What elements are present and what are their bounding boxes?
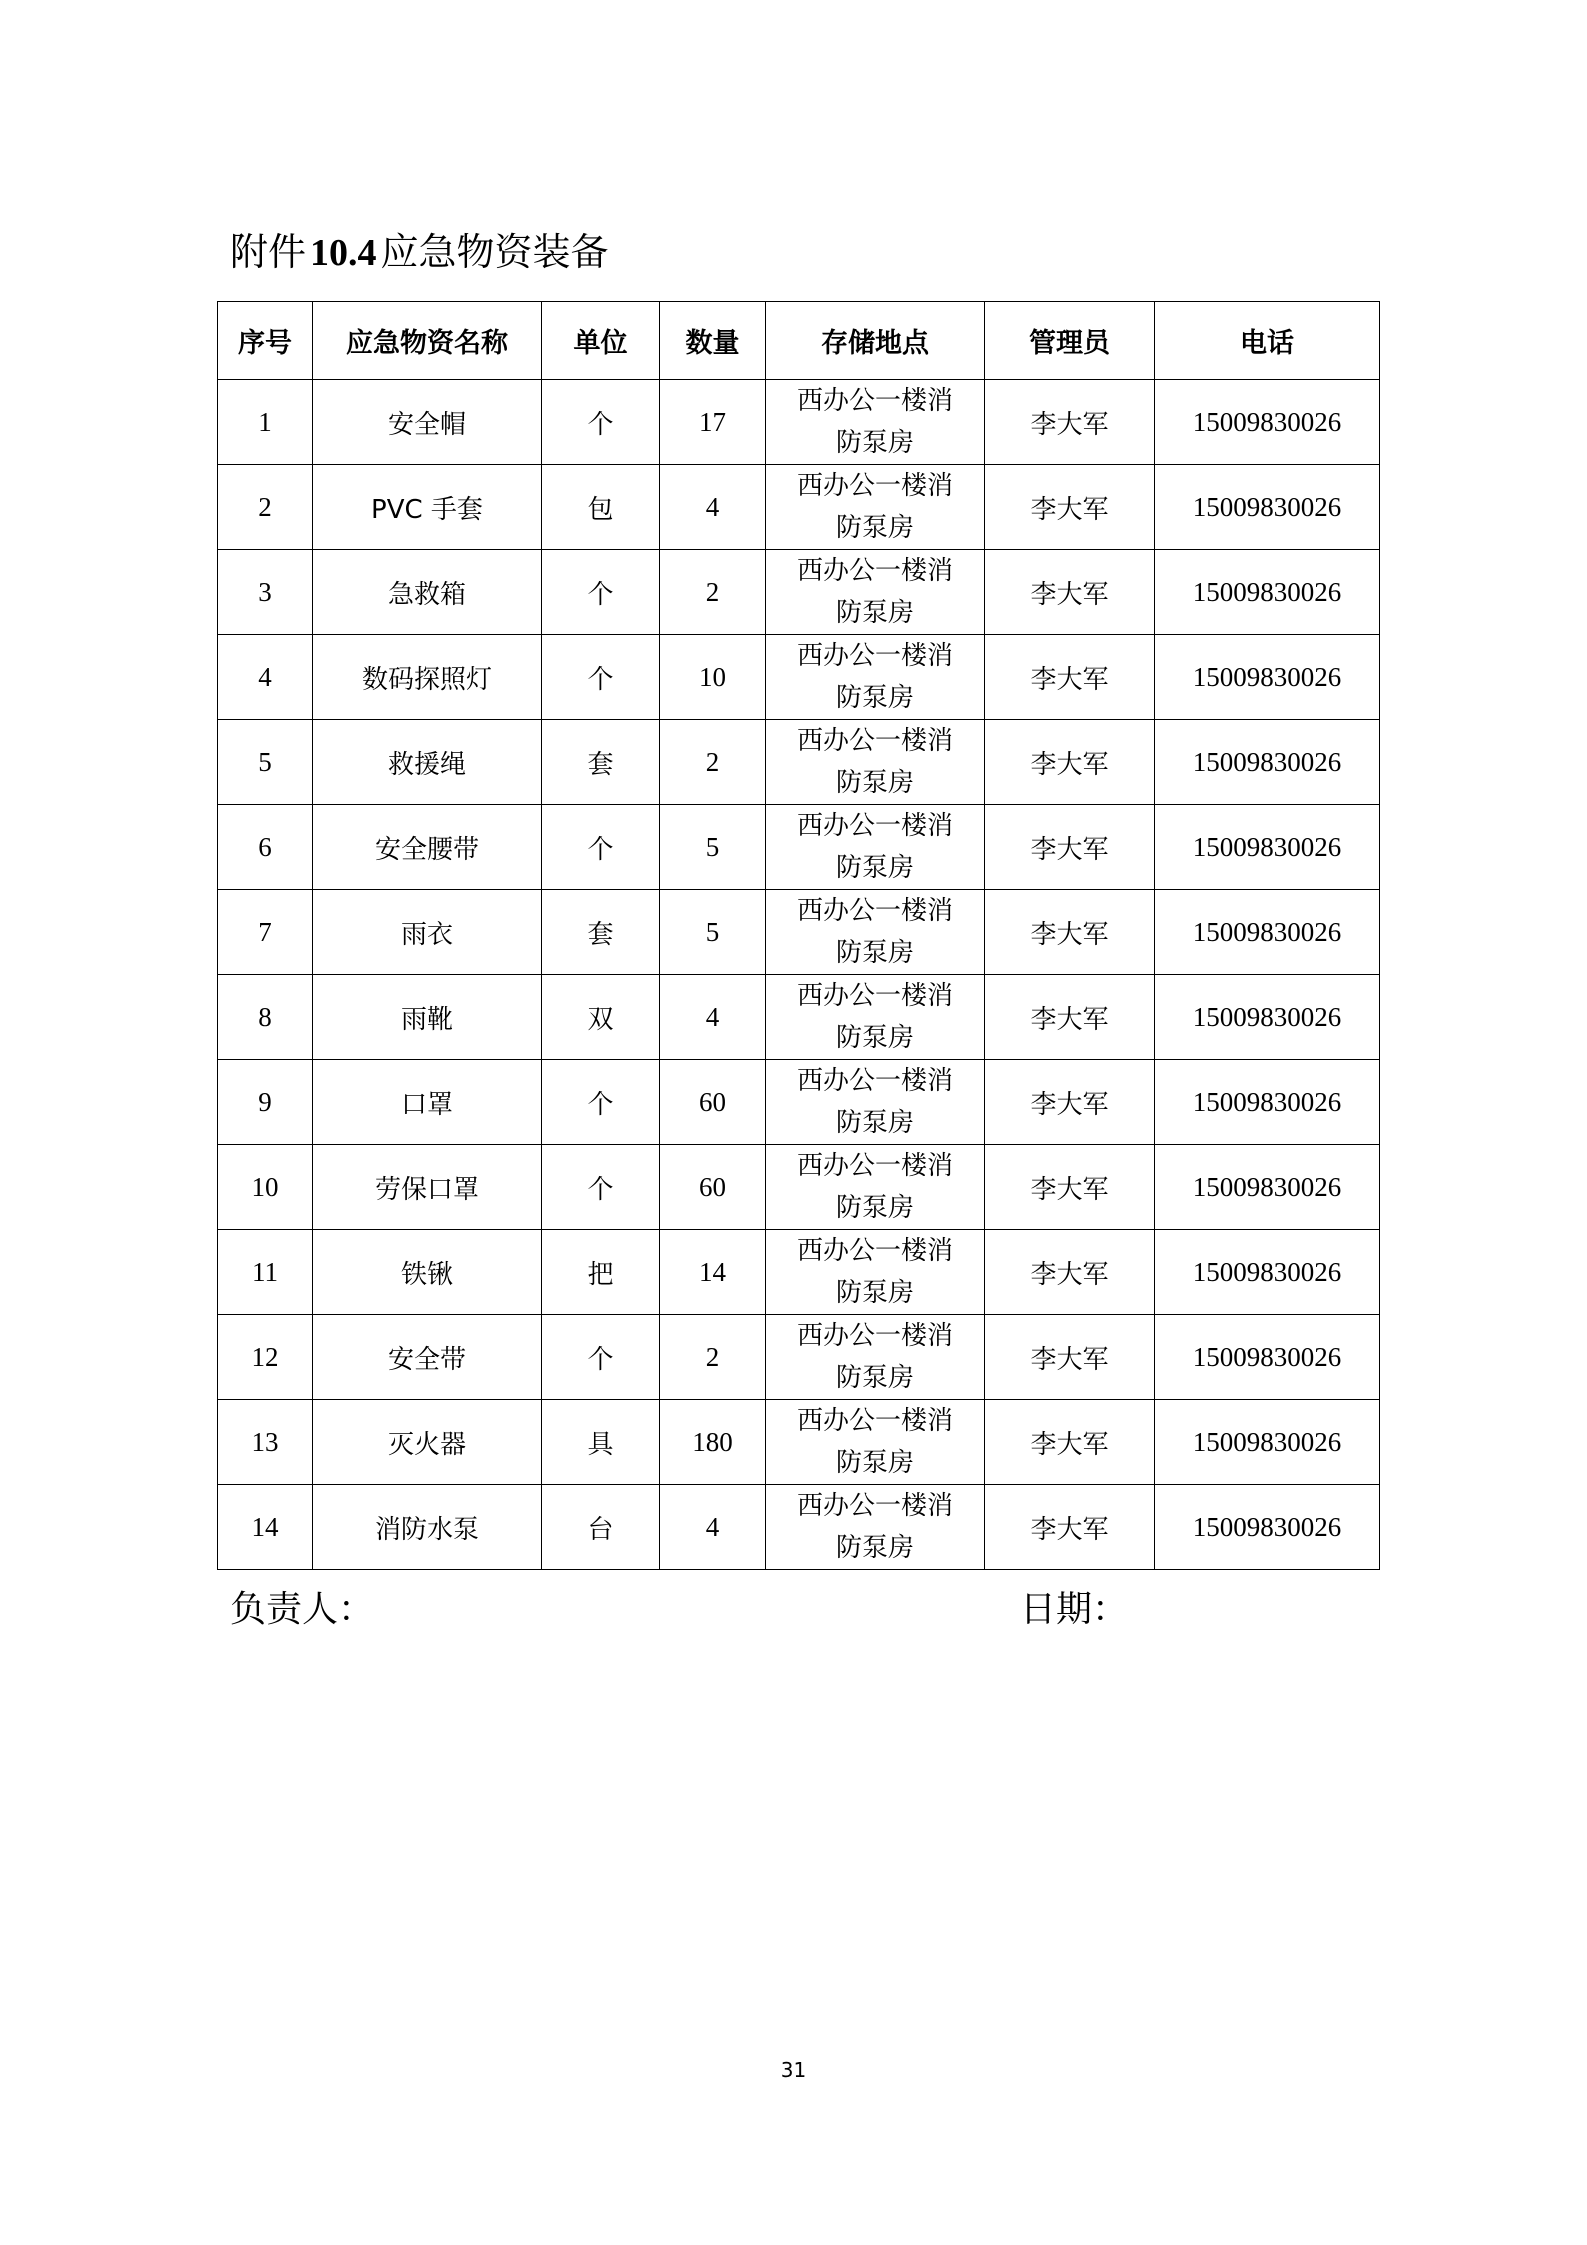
cell-name: 铁锹 xyxy=(313,1230,542,1315)
cell-phone: 15009830026 xyxy=(1155,1400,1380,1485)
cell-phone: 15009830026 xyxy=(1155,890,1380,975)
location-line-2: 防泵房 xyxy=(835,1108,914,1138)
table-header-row xyxy=(218,302,1380,380)
cell-no: 3 xyxy=(218,550,313,635)
cell-unit: 个 xyxy=(542,380,660,465)
cell-qty: 10 xyxy=(660,635,766,720)
location-line-2: 防泵房 xyxy=(835,513,914,543)
cell-no: 6 xyxy=(218,805,313,890)
table-row xyxy=(218,635,1380,720)
cell-no: 9 xyxy=(218,1060,313,1145)
title-suffix: 应急物资装备 xyxy=(380,230,609,274)
cell-admin: 李大军 xyxy=(985,975,1155,1060)
cell-qty: 5 xyxy=(660,805,766,890)
cell-admin: 李大军 xyxy=(985,1485,1155,1570)
location-line-1: 西办公一楼消 xyxy=(796,1066,953,1096)
cell-qty: 17 xyxy=(660,380,766,465)
cell-location xyxy=(766,1485,985,1570)
cell-phone: 15009830026 xyxy=(1155,380,1380,465)
cell-location xyxy=(766,1060,985,1145)
cell-name: 雨衣 xyxy=(313,890,542,975)
table-row xyxy=(218,975,1380,1060)
cell-qty: 2 xyxy=(660,1315,766,1400)
responsible-label: 负责人： xyxy=(230,1589,375,1630)
cell-qty: 2 xyxy=(660,550,766,635)
cell-name: 灭火器 xyxy=(313,1400,542,1485)
cell-admin: 李大军 xyxy=(985,720,1155,805)
location-line-2: 防泵房 xyxy=(835,938,914,968)
cell-name: 消防水泵 xyxy=(313,1485,542,1570)
header-cell-no: 序号 xyxy=(218,302,313,380)
location-line-1: 西办公一楼消 xyxy=(796,896,953,926)
cell-unit: 个 xyxy=(542,1145,660,1230)
cell-phone: 15009830026 xyxy=(1155,1485,1380,1570)
cell-location xyxy=(766,720,985,805)
location-line-2: 防泵房 xyxy=(835,853,914,883)
page-title xyxy=(230,222,609,283)
cell-admin: 李大军 xyxy=(985,635,1155,720)
cell-name: 安全腰带 xyxy=(313,805,542,890)
page-number: 31 xyxy=(780,2058,807,2082)
cell-location xyxy=(766,635,985,720)
cell-phone: 15009830026 xyxy=(1155,635,1380,720)
cell-name: 口罩 xyxy=(313,1060,542,1145)
cell-admin: 李大军 xyxy=(985,1060,1155,1145)
cell-phone: 15009830026 xyxy=(1155,805,1380,890)
header-cell-location: 存储地点 xyxy=(766,302,985,380)
location-line-1: 西办公一楼消 xyxy=(796,1321,953,1351)
table-row xyxy=(218,1060,1380,1145)
location-line-1: 西办公一楼消 xyxy=(796,811,953,841)
cell-no: 14 xyxy=(218,1485,313,1570)
location-line-2: 防泵房 xyxy=(835,1448,914,1478)
cell-location xyxy=(766,550,985,635)
cell-location xyxy=(766,465,985,550)
cell-phone: 15009830026 xyxy=(1155,1230,1380,1315)
cell-unit: 套 xyxy=(542,720,660,805)
cell-qty: 4 xyxy=(660,1485,766,1570)
cell-location xyxy=(766,1145,985,1230)
table-row xyxy=(218,380,1380,465)
location-line-2: 防泵房 xyxy=(835,1533,914,1563)
cell-qty: 14 xyxy=(660,1230,766,1315)
cell-unit: 台 xyxy=(542,1485,660,1570)
cell-name: 救援绳 xyxy=(313,720,542,805)
cell-unit: 个 xyxy=(542,635,660,720)
cell-location xyxy=(766,380,985,465)
cell-phone: 15009830026 xyxy=(1155,550,1380,635)
location-line-1: 西办公一楼消 xyxy=(796,471,953,501)
location-line-1: 西办公一楼消 xyxy=(796,726,953,756)
date-label: 日期： xyxy=(1020,1589,1129,1630)
cell-name: PVC 手套 xyxy=(313,465,542,550)
cell-phone: 15009830026 xyxy=(1155,720,1380,805)
location-line-1: 西办公一楼消 xyxy=(796,1151,953,1181)
cell-name: 急救箱 xyxy=(313,550,542,635)
title-number: 10.4 xyxy=(310,232,377,274)
cell-admin: 李大军 xyxy=(985,1145,1155,1230)
table-row xyxy=(218,465,1380,550)
table-row xyxy=(218,1485,1380,1570)
location-line-1: 西办公一楼消 xyxy=(796,556,953,586)
cell-admin: 李大军 xyxy=(985,1230,1155,1315)
location-line-2: 防泵房 xyxy=(835,598,914,628)
cell-name: 雨靴 xyxy=(313,975,542,1060)
cell-no: 5 xyxy=(218,720,313,805)
cell-phone: 15009830026 xyxy=(1155,1315,1380,1400)
header-cell-admin: 管理员 xyxy=(985,302,1155,380)
cell-unit: 包 xyxy=(542,465,660,550)
cell-location xyxy=(766,975,985,1060)
table-row xyxy=(218,805,1380,890)
header-cell-qty: 数量 xyxy=(660,302,766,380)
cell-qty: 4 xyxy=(660,465,766,550)
cell-admin: 李大军 xyxy=(985,380,1155,465)
title-prefix: 附件 xyxy=(230,230,307,274)
cell-no: 13 xyxy=(218,1400,313,1485)
cell-unit: 具 xyxy=(542,1400,660,1485)
cell-unit: 把 xyxy=(542,1230,660,1315)
location-line-1: 西办公一楼消 xyxy=(796,641,953,671)
location-line-2: 防泵房 xyxy=(835,1193,914,1223)
cell-location xyxy=(766,1230,985,1315)
location-line-1: 西办公一楼消 xyxy=(796,1406,953,1436)
cell-unit: 个 xyxy=(542,1060,660,1145)
cell-phone: 15009830026 xyxy=(1155,1145,1380,1230)
cell-name: 数码探照灯 xyxy=(313,635,542,720)
cell-phone: 15009830026 xyxy=(1155,1060,1380,1145)
cell-qty: 60 xyxy=(660,1060,766,1145)
cell-unit: 个 xyxy=(542,805,660,890)
cell-admin: 李大军 xyxy=(985,1315,1155,1400)
cell-phone: 15009830026 xyxy=(1155,465,1380,550)
location-line-1: 西办公一楼消 xyxy=(796,981,953,1011)
cell-qty: 2 xyxy=(660,720,766,805)
cell-no: 12 xyxy=(218,1315,313,1400)
cell-location xyxy=(766,1315,985,1400)
cell-name: 安全带 xyxy=(313,1315,542,1400)
table-row xyxy=(218,890,1380,975)
cell-phone: 15009830026 xyxy=(1155,975,1380,1060)
cell-admin: 李大军 xyxy=(985,550,1155,635)
table-row xyxy=(218,1400,1380,1485)
cell-no: 10 xyxy=(218,1145,313,1230)
location-line-2: 防泵房 xyxy=(835,1278,914,1308)
table-row xyxy=(218,720,1380,805)
cell-no: 11 xyxy=(218,1230,313,1315)
cell-qty: 5 xyxy=(660,890,766,975)
cell-no: 4 xyxy=(218,635,313,720)
cell-qty: 180 xyxy=(660,1400,766,1485)
location-line-1: 西办公一楼消 xyxy=(796,1236,953,1266)
cell-admin: 李大军 xyxy=(985,465,1155,550)
cell-unit: 双 xyxy=(542,975,660,1060)
location-line-2: 防泵房 xyxy=(835,768,914,798)
table-row xyxy=(218,550,1380,635)
header-cell-phone: 电话 xyxy=(1155,302,1380,380)
materials-table xyxy=(217,301,1380,1570)
cell-name: 安全帽 xyxy=(313,380,542,465)
cell-qty: 60 xyxy=(660,1145,766,1230)
cell-unit: 个 xyxy=(542,1315,660,1400)
cell-unit: 个 xyxy=(542,550,660,635)
header-cell-name: 应急物资名称 xyxy=(313,302,542,380)
cell-location xyxy=(766,890,985,975)
cell-admin: 李大军 xyxy=(985,1400,1155,1485)
cell-no: 2 xyxy=(218,465,313,550)
location-line-1: 西办公一楼消 xyxy=(796,1491,953,1521)
location-line-1: 西办公一楼消 xyxy=(796,386,953,416)
location-line-2: 防泵房 xyxy=(835,1363,914,1393)
cell-name: 劳保口罩 xyxy=(313,1145,542,1230)
cell-no: 1 xyxy=(218,380,313,465)
location-line-2: 防泵房 xyxy=(835,1023,914,1053)
header-cell-unit: 单位 xyxy=(542,302,660,380)
table-row xyxy=(218,1145,1380,1230)
cell-unit: 套 xyxy=(542,890,660,975)
cell-no: 7 xyxy=(218,890,313,975)
cell-admin: 李大军 xyxy=(985,805,1155,890)
cell-qty: 4 xyxy=(660,975,766,1060)
table-row xyxy=(218,1315,1380,1400)
location-line-2: 防泵房 xyxy=(835,683,914,713)
table-row xyxy=(218,1230,1380,1315)
cell-location xyxy=(766,805,985,890)
cell-no: 8 xyxy=(218,975,313,1060)
cell-location xyxy=(766,1400,985,1485)
cell-admin: 李大军 xyxy=(985,890,1155,975)
location-line-2: 防泵房 xyxy=(835,428,914,458)
